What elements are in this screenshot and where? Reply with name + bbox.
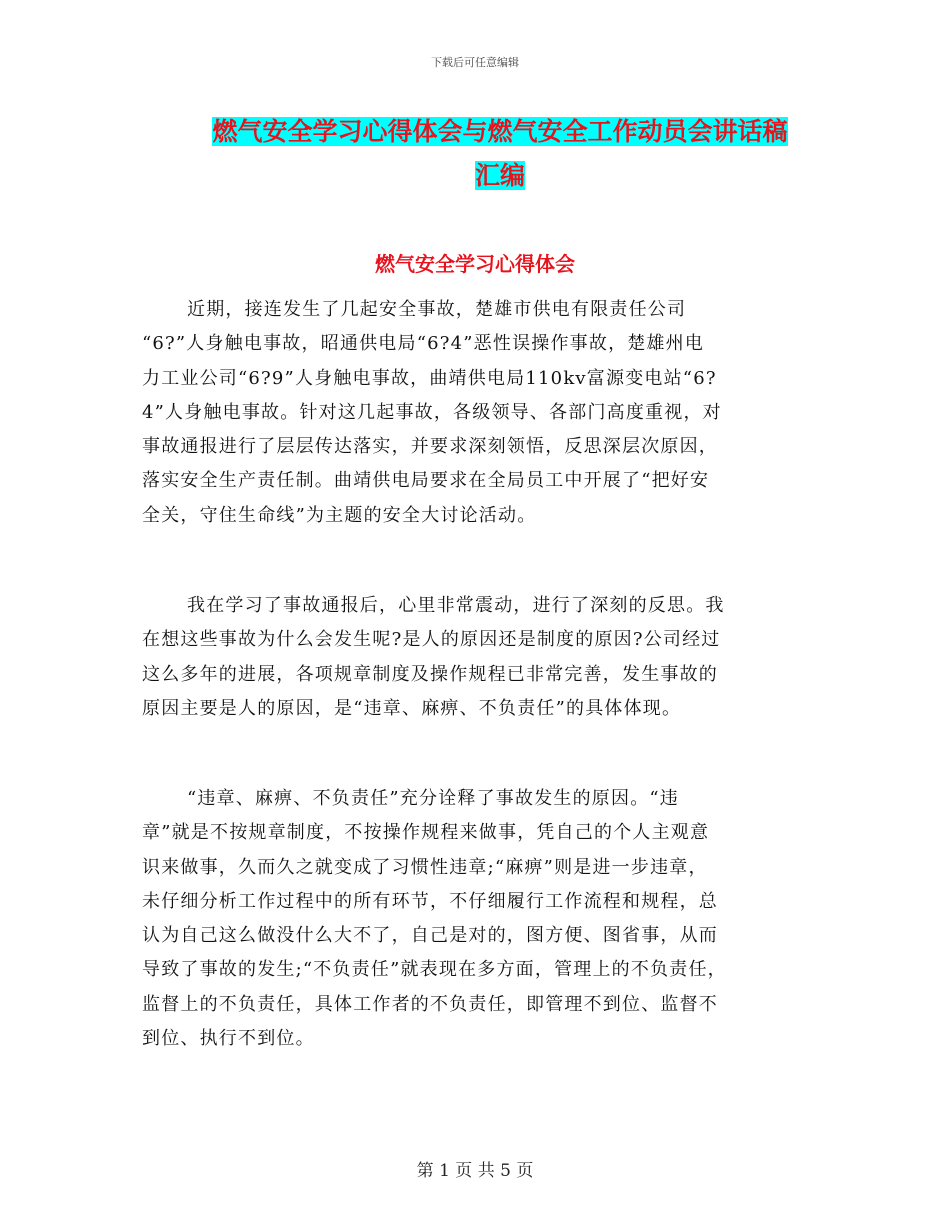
page-footer: 第 1 页 共 5 页 [416, 1161, 534, 1181]
paragraph-line: 未仔细分析工作过程中的所有环节，不仔细履行工作流程和规程，总 [142, 890, 718, 912]
paragraph-line: “6?”人身触电事故，昭通供电局“6?4”恶性误操作事故，楚雄州电 [142, 333, 705, 355]
paragraph-line: 落实安全生产责任制。曲靖供电局要求在全局员工中开展了“把好安 [142, 470, 710, 492]
title-line-2: 汇编 [474, 161, 525, 190]
paragraph-line: 4”人身触电事故。针对这几起事故，各级领导、各部门高度重视，对 [142, 401, 722, 423]
section-title: 燃气安全学习心得体会 [375, 252, 575, 276]
document-title [140, 110, 860, 198]
paragraph-line: 监督上的不负责任，具体工作者的不负责任，即管理不到位、监督不 [142, 993, 718, 1015]
paragraph-1 [142, 293, 812, 533]
paragraph-line: 这么多年的进展，各项规章制度及操作规程已非常完善，发生事故的 [142, 663, 718, 685]
paragraph-line: 原因主要是人的原因，是“违章、麻痹、不负责任”的具体体现。 [142, 697, 682, 719]
paragraph-line: 我在学习了事故通报后，心里非常震动，进行了深刻的反思。我 [187, 595, 725, 616]
page-header-note: 下载后可任意编辑 [431, 56, 519, 69]
paragraph-line: 近期，接连发生了几起安全事故，楚雄市供电有限责任公司 [187, 299, 687, 320]
paragraph-line: 事故通报进行了层层传达落实，并要求深刻领悟，反思深层次原因， [142, 436, 718, 458]
paragraph-line: 到位、执行不到位。 [142, 1028, 315, 1050]
paragraph-line: 全关，守住生命线”为主题的安全大讨论活动。 [142, 504, 537, 526]
paragraph-line: 识来做事，久而久之就变成了习惯性违章;“麻痹”则是进一步违章， [142, 856, 708, 878]
paragraph-line: “违章、麻痹、不负责任”充分诠释了事故发生的原因。“违 [187, 788, 680, 809]
title-line-1: 燃气安全学习心得体会与燃气安全工作动员会讲话稿 [212, 117, 788, 146]
paragraph-line: 认为自己这么做没什么大不了，自己是对的，图方便、图省事，从而 [142, 925, 718, 947]
paragraph-line: 力工业公司“6?9”人身触电事故，曲靖供电局110kv富源变电站“6? [142, 367, 717, 389]
paragraph-line: 在想这些事故为什么会发生呢?是人的原因还是制度的原因?公司经过 [142, 629, 721, 651]
paragraph-line: 章”就是不按规章制度，不按操作规程来做事，凭自己的个人主观意 [142, 822, 710, 844]
paragraph-3 [142, 782, 812, 1056]
paragraph-2 [142, 589, 812, 726]
paragraph-line: 导致了事故的发生;“不负责任”就表现在多方面，管理上的不负责任， [142, 959, 727, 981]
